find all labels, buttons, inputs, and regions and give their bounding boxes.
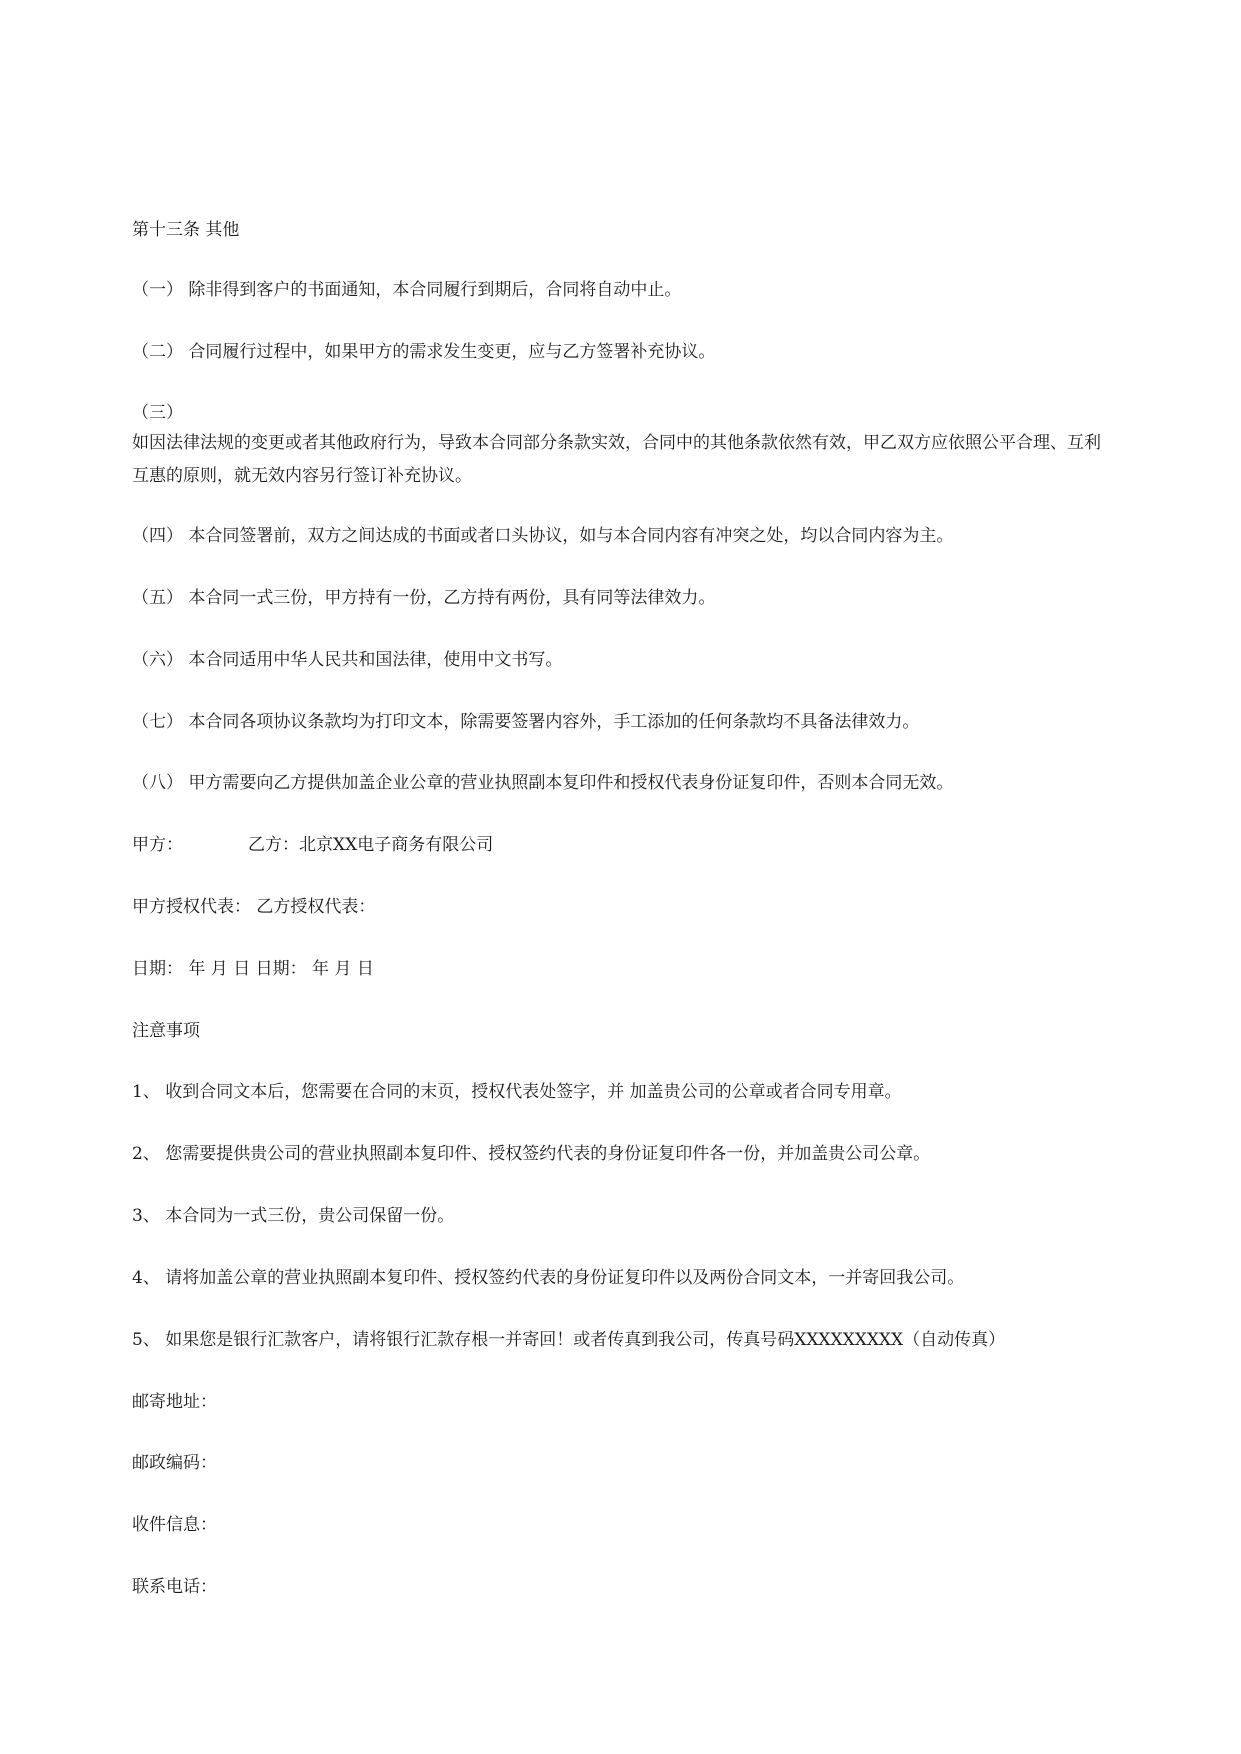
- note-item-2: 2、 您需要提供贵公司的营业执照副本复印件、授权签约代表的身份证复印件各一份，并加盖贵公司公章。: [132, 1144, 931, 1164]
- note-item-5: 5、 如果您是银行汇款客户，请将银行汇款存根一并寄回！或者传真到我公司，传真号码XXXXXXXXX（自动传真）: [132, 1330, 1006, 1350]
- contact-phone-label: 联系电话：: [132, 1577, 217, 1597]
- clause-1: （一） 除非得到客户的书面通知，本合同履行到期后，合同将自动中止。: [132, 280, 682, 300]
- authorized-representatives: 甲方授权代表： 乙方授权代表：: [132, 897, 376, 917]
- clause-7: （七） 本合同各项协议条款均为打印文本，除需要签署内容外，手工添加的任何条款均不具备法律效力。: [132, 712, 920, 732]
- clause-5: （五） 本合同一式三份，甲方持有一份，乙方持有两份，具有同等法律效力。: [132, 588, 716, 608]
- clause-4: （四） 本合同签署前，双方之间达成的书面或者口头协议，如与本合同内容有冲突之处，均以合同内容为主。: [132, 526, 954, 546]
- clause-2: （二） 合同履行过程中，如果甲方的需求发生变更，应与乙方签署补充协议。: [132, 342, 716, 362]
- clause-8: （八） 甲方需要向乙方提供加盖企业公章的营业执照副本复印件和授权代表身份证复印件，否则本合同无效。: [132, 773, 954, 793]
- party-a-label: 甲方：: [132, 835, 183, 855]
- signature-dates: 日期： 年 月 日 日期： 年 月 日: [132, 959, 374, 979]
- article-title: 第十三条 其他: [132, 220, 240, 240]
- party-b-label: 乙方：北京XX电子商务有限公司: [248, 835, 494, 855]
- notes-title: 注意事项: [132, 1021, 200, 1041]
- note-item-1: 1、 收到合同文本后，您需要在合同的末页，授权代表处签字，并 加盖贵公司的公章或者合同专用章。: [132, 1082, 902, 1102]
- note-item-3: 3、 本合同为一式三份，贵公司保留一份。: [132, 1206, 455, 1226]
- note-item-4: 4、 请将加盖公章的营业执照副本复印件、授权签约代表的身份证复印件以及两份合同文本，一并寄回我公司。: [132, 1268, 965, 1288]
- clause-3-label: （三）: [132, 403, 183, 423]
- clause-3-body: 如因法律法规的变更或者其他政府行为，导致本合同部分条款实效，合同中的其他条款依然有效，甲乙双方应依照公平合理、互利互惠的原则，就无效内容另行签订补充协议。: [132, 433, 1101, 486]
- recipient-info-label: 收件信息：: [132, 1515, 217, 1535]
- clause-6: （六） 本合同适用中华人民共和国法律，使用中文书写。: [132, 650, 563, 670]
- mailing-address-label: 邮寄地址：: [132, 1392, 217, 1412]
- postal-code-label: 邮政编码：: [132, 1453, 217, 1473]
